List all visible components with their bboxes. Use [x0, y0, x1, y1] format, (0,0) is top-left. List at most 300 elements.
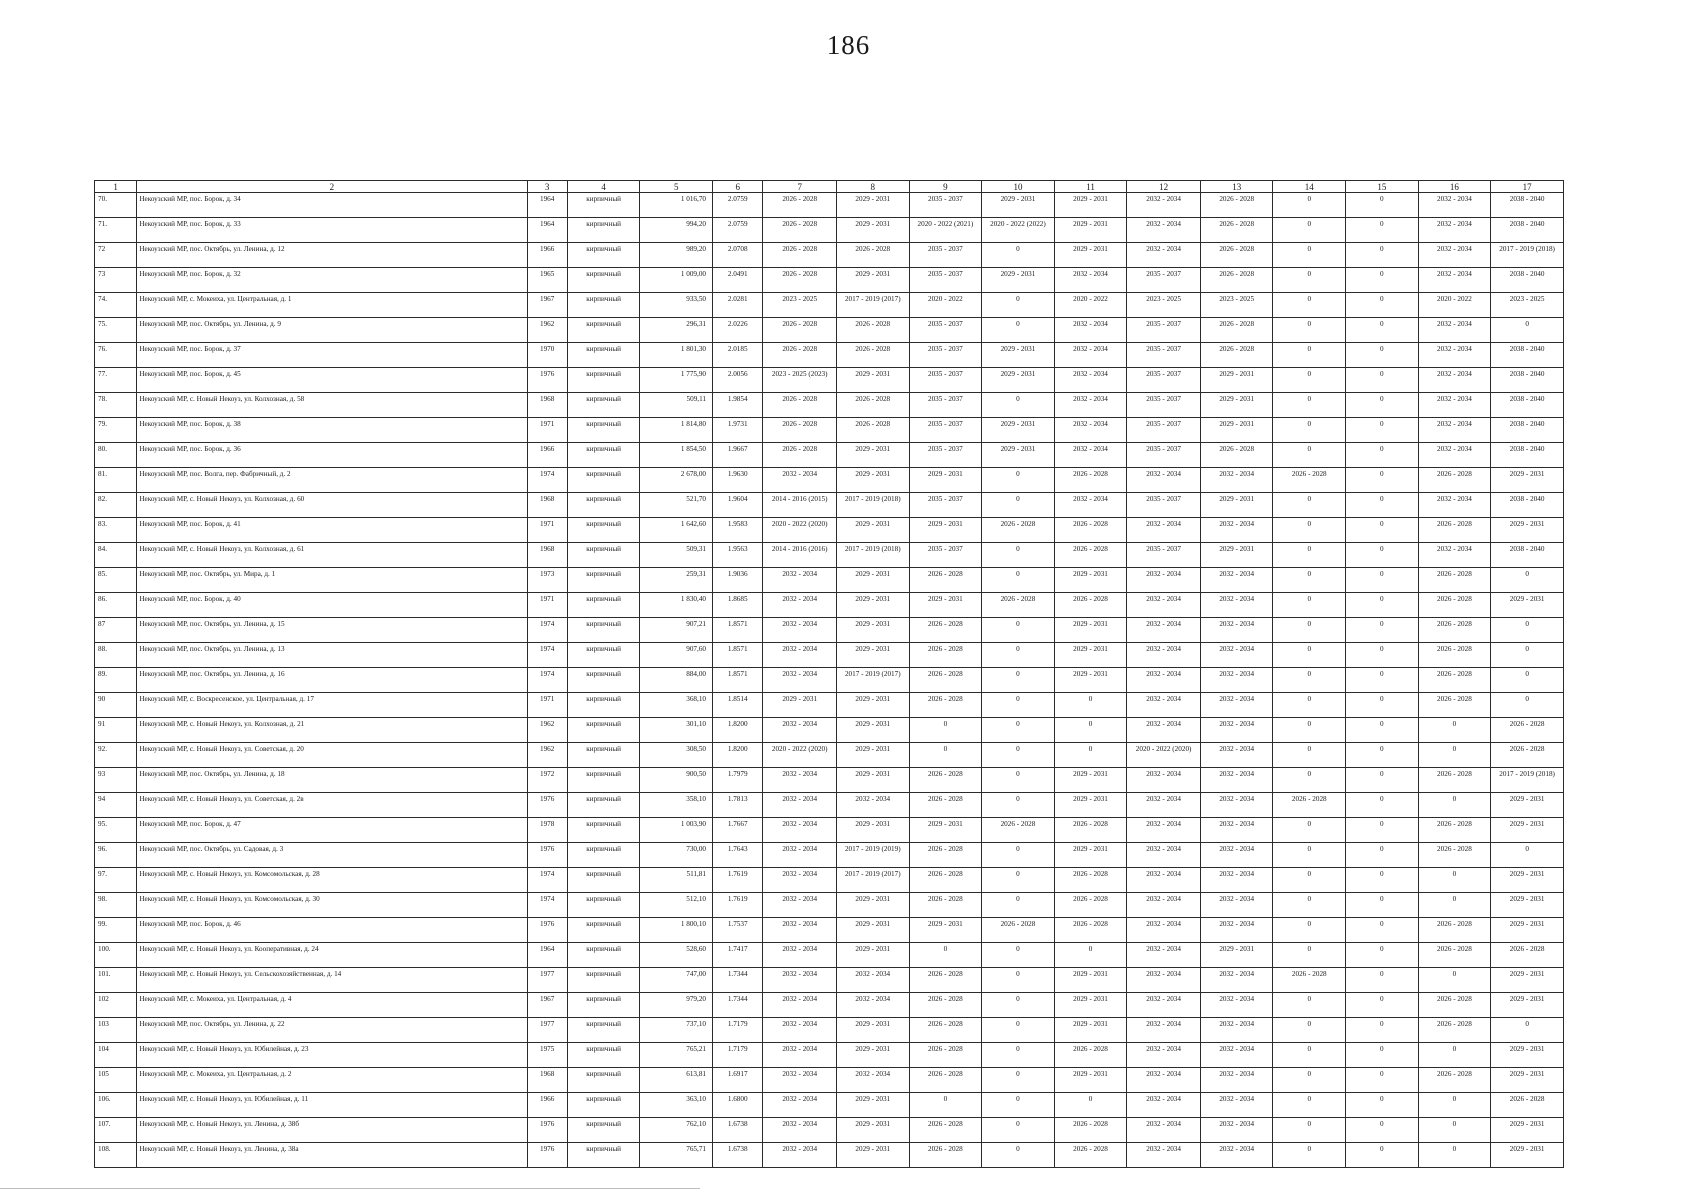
period-col-7-cell: 2032 - 2034: [763, 643, 837, 668]
period-col-9-cell: 2026 - 2028: [909, 1043, 982, 1068]
period-col-14-cell: 0: [1273, 293, 1346, 318]
period-col-15-cell: 0: [1346, 1043, 1419, 1068]
table-row: [95, 768, 1564, 793]
period-col-9-cell: 2026 - 2028: [909, 693, 982, 718]
table-row: [95, 893, 1564, 918]
period-col-10-cell: 0: [982, 293, 1055, 318]
period-col-8-cell: 2017 - 2019 (2018): [837, 543, 910, 568]
period-col-11-cell: 2029 - 2031: [1054, 643, 1127, 668]
period-col-11-cell: 2032 - 2034: [1054, 343, 1127, 368]
address-cell: Некоузский МР, с. Новый Некоуз, ул. Сельскохозяйственная, д. 14: [137, 968, 527, 993]
period-col-16-cell: 0: [1418, 718, 1491, 743]
period-col-14-cell: 0: [1273, 343, 1346, 368]
table-row: [95, 293, 1564, 318]
row-number-cell: 83.: [95, 518, 137, 543]
period-col-11-cell: 2032 - 2034: [1054, 318, 1127, 343]
period-col-14-cell: 0: [1273, 1018, 1346, 1043]
period-col-13-cell: 2032 - 2034: [1200, 868, 1273, 893]
period-col-7-cell: 2032 - 2034: [763, 918, 837, 943]
address-cell: Некоузский МР, пос. Октябрь, ул. Ленина, д. 22: [137, 1018, 527, 1043]
table-row: [95, 1043, 1564, 1068]
period-col-14-cell: 0: [1273, 318, 1346, 343]
period-col-10-cell: 0: [982, 943, 1055, 968]
table-row: [95, 443, 1564, 468]
year-built-cell: 1976: [527, 368, 567, 393]
period-col-15-cell: 0: [1346, 543, 1419, 568]
period-col-16-cell: 2032 - 2034: [1418, 218, 1491, 243]
period-col-7-cell: 2020 - 2022 (2020): [763, 743, 837, 768]
period-col-8-cell: 2029 - 2031: [837, 368, 910, 393]
row-number-cell: 74.: [95, 293, 137, 318]
period-col-14-cell: 0: [1273, 818, 1346, 843]
period-col-13-cell: 2026 - 2028: [1200, 243, 1273, 268]
address-cell: Некоузский МР, пос. Октябрь, ул. Ленина, д. 15: [137, 618, 527, 643]
period-col-17-cell: 2029 - 2031: [1491, 593, 1564, 618]
year-built-cell: 1964: [527, 943, 567, 968]
total-area-cell: 259,31: [640, 568, 713, 593]
period-col-17-cell: 2038 - 2040: [1491, 193, 1564, 218]
row-number-cell: 90: [95, 693, 137, 718]
period-col-10-cell: 0: [982, 1118, 1055, 1143]
period-col-10-cell: 2029 - 2031: [982, 268, 1055, 293]
period-col-13-cell: 2032 - 2034: [1200, 843, 1273, 868]
year-built-cell: 1962: [527, 318, 567, 343]
period-col-17-cell: 2029 - 2031: [1491, 1118, 1564, 1143]
total-area-cell: 900,50: [640, 768, 713, 793]
total-area-cell: 308,50: [640, 743, 713, 768]
period-col-9-cell: 2026 - 2028: [909, 618, 982, 643]
column-header: 11: [1054, 181, 1127, 193]
column-header: 9: [909, 181, 982, 193]
wall-material-cell: кирпичный: [567, 218, 640, 243]
period-col-15-cell: 0: [1346, 743, 1419, 768]
period-col-17-cell: 2038 - 2040: [1491, 418, 1564, 443]
priority-index-cell: 1.7643: [713, 843, 763, 868]
period-col-12-cell: 2032 - 2034: [1127, 1093, 1201, 1118]
row-number-cell: 82.: [95, 493, 137, 518]
year-built-cell: 1967: [527, 993, 567, 1018]
total-area-cell: 613,81: [640, 1068, 713, 1093]
period-col-8-cell: 2032 - 2034: [837, 993, 910, 1018]
priority-index-cell: 1.7344: [713, 968, 763, 993]
year-built-cell: 1966: [527, 443, 567, 468]
period-col-9-cell: 2035 - 2037: [909, 268, 982, 293]
period-col-15-cell: 0: [1346, 668, 1419, 693]
period-col-14-cell: 0: [1273, 643, 1346, 668]
wall-material-cell: кирпичный: [567, 1118, 640, 1143]
priority-index-cell: 1.8685: [713, 593, 763, 618]
total-area-cell: 358,10: [640, 793, 713, 818]
wall-material-cell: кирпичный: [567, 868, 640, 893]
row-number-cell: 77.: [95, 368, 137, 393]
period-col-12-cell: 2023 - 2025: [1127, 293, 1201, 318]
priority-index-cell: 1.9667: [713, 443, 763, 468]
table-row: [95, 268, 1564, 293]
period-col-13-cell: 2032 - 2034: [1200, 518, 1273, 543]
year-built-cell: 1976: [527, 843, 567, 868]
period-col-10-cell: 0: [982, 393, 1055, 418]
period-col-16-cell: 2032 - 2034: [1418, 243, 1491, 268]
period-col-8-cell: 2026 - 2028: [837, 318, 910, 343]
period-col-16-cell: 2026 - 2028: [1418, 693, 1491, 718]
table-row: [95, 218, 1564, 243]
period-col-17-cell: 2038 - 2040: [1491, 218, 1564, 243]
period-col-8-cell: 2029 - 2031: [837, 918, 910, 943]
table-row: [95, 868, 1564, 893]
period-col-14-cell: 0: [1273, 418, 1346, 443]
priority-index-cell: 2.0226: [713, 318, 763, 343]
priority-index-cell: 1.9036: [713, 568, 763, 593]
period-col-8-cell: 2029 - 2031: [837, 268, 910, 293]
period-col-16-cell: 2026 - 2028: [1418, 1018, 1491, 1043]
wall-material-cell: кирпичный: [567, 768, 640, 793]
priority-index-cell: 1.9854: [713, 393, 763, 418]
table-row: [95, 543, 1564, 568]
period-col-8-cell: 2029 - 2031: [837, 1118, 910, 1143]
period-col-15-cell: 0: [1346, 693, 1419, 718]
period-col-13-cell: 2032 - 2034: [1200, 768, 1273, 793]
priority-index-cell: 1.8200: [713, 743, 763, 768]
address-cell: Некоузский МР, пос. Октябрь, ул. Ленина, д. 18: [137, 768, 527, 793]
period-col-10-cell: 2029 - 2031: [982, 443, 1055, 468]
address-cell: Некоузский МР, с. Мокеиха, ул. Центральная, д. 2: [137, 1068, 527, 1093]
period-col-12-cell: 2035 - 2037: [1127, 368, 1201, 393]
period-col-10-cell: 0: [982, 968, 1055, 993]
period-col-11-cell: 2032 - 2034: [1054, 418, 1127, 443]
period-col-14-cell: 0: [1273, 868, 1346, 893]
period-col-12-cell: 2032 - 2034: [1127, 793, 1201, 818]
period-col-17-cell: 2029 - 2031: [1491, 918, 1564, 943]
row-number-cell: 91: [95, 718, 137, 743]
table-row: [95, 1118, 1564, 1143]
period-col-17-cell: 0: [1491, 568, 1564, 593]
period-col-13-cell: 2026 - 2028: [1200, 268, 1273, 293]
period-col-15-cell: 0: [1346, 943, 1419, 968]
period-col-14-cell: 0: [1273, 268, 1346, 293]
total-area-cell: 1 801,30: [640, 343, 713, 368]
period-col-10-cell: 0: [982, 743, 1055, 768]
period-col-12-cell: 2032 - 2034: [1127, 243, 1201, 268]
table-row: [95, 493, 1564, 518]
period-col-17-cell: 2029 - 2031: [1491, 1068, 1564, 1093]
repair-schedule-table-wrapper: [94, 180, 1564, 1168]
period-col-16-cell: 2032 - 2034: [1418, 368, 1491, 393]
period-col-15-cell: 0: [1346, 868, 1419, 893]
period-col-9-cell: 2020 - 2022 (2021): [909, 218, 982, 243]
period-col-9-cell: 2035 - 2037: [909, 193, 982, 218]
period-col-17-cell: 2038 - 2040: [1491, 543, 1564, 568]
period-col-14-cell: 0: [1273, 393, 1346, 418]
total-area-cell: 730,00: [640, 843, 713, 868]
row-number-cell: 95.: [95, 818, 137, 843]
column-header: 5: [640, 181, 713, 193]
row-number-cell: 79.: [95, 418, 137, 443]
address-cell: Некоузский МР, с. Новый Некоуз, ул. Ленина, д. 38б: [137, 1118, 527, 1143]
address-cell: Некоузский МР, пос. Борок, д. 38: [137, 418, 527, 443]
row-number-cell: 99.: [95, 918, 137, 943]
period-col-17-cell: 2029 - 2031: [1491, 993, 1564, 1018]
period-col-16-cell: 0: [1418, 868, 1491, 893]
period-col-9-cell: 0: [909, 1093, 982, 1118]
period-col-8-cell: 2017 - 2019 (2017): [837, 868, 910, 893]
period-col-9-cell: 2026 - 2028: [909, 968, 982, 993]
period-col-10-cell: 0: [982, 568, 1055, 593]
period-col-16-cell: 2026 - 2028: [1418, 1068, 1491, 1093]
total-area-cell: 765,21: [640, 1043, 713, 1068]
row-number-cell: 72: [95, 243, 137, 268]
wall-material-cell: кирпичный: [567, 668, 640, 693]
period-col-16-cell: 2020 - 2022: [1418, 293, 1491, 318]
address-cell: Некоузский МР, с. Новый Некоуз, ул. Юбилейная, д. 11: [137, 1093, 527, 1118]
priority-index-cell: 1.6917: [713, 1068, 763, 1093]
period-col-8-cell: 2029 - 2031: [837, 768, 910, 793]
year-built-cell: 1973: [527, 568, 567, 593]
table-row: [95, 643, 1564, 668]
column-header: 2: [137, 181, 527, 193]
total-area-cell: 907,60: [640, 643, 713, 668]
period-col-16-cell: 2032 - 2034: [1418, 268, 1491, 293]
table-row: [95, 993, 1564, 1018]
period-col-12-cell: 2032 - 2034: [1127, 668, 1201, 693]
period-col-14-cell: 0: [1273, 1093, 1346, 1118]
period-col-7-cell: 2032 - 2034: [763, 668, 837, 693]
period-col-10-cell: 2029 - 2031: [982, 193, 1055, 218]
period-col-11-cell: 2026 - 2028: [1054, 543, 1127, 568]
address-cell: Некоузский МР, с. Новый Некоуз, ул. Колхозная, д. 21: [137, 718, 527, 743]
period-col-10-cell: 0: [982, 1043, 1055, 1068]
table-row: [95, 843, 1564, 868]
period-col-8-cell: 2029 - 2031: [837, 1043, 910, 1068]
year-built-cell: 1968: [527, 393, 567, 418]
period-col-12-cell: 2032 - 2034: [1127, 693, 1201, 718]
period-col-15-cell: 0: [1346, 218, 1419, 243]
period-col-15-cell: 0: [1346, 318, 1419, 343]
period-col-9-cell: 2020 - 2022: [909, 293, 982, 318]
total-area-cell: 765,71: [640, 1143, 713, 1168]
period-col-11-cell: 2026 - 2028: [1054, 918, 1127, 943]
period-col-14-cell: 0: [1273, 368, 1346, 393]
period-col-17-cell: 2029 - 2031: [1491, 518, 1564, 543]
period-col-12-cell: 2032 - 2034: [1127, 718, 1201, 743]
period-col-15-cell: 0: [1346, 618, 1419, 643]
address-cell: Некоузский МР, с. Новый Некоуз, ул. Кооперативная, д. 24: [137, 943, 527, 968]
year-built-cell: 1968: [527, 493, 567, 518]
period-col-17-cell: 2026 - 2028: [1491, 1093, 1564, 1118]
period-col-11-cell: 2032 - 2034: [1054, 493, 1127, 518]
period-col-14-cell: 2026 - 2028: [1273, 968, 1346, 993]
total-area-cell: 762,10: [640, 1118, 713, 1143]
column-header: 15: [1346, 181, 1419, 193]
wall-material-cell: кирпичный: [567, 493, 640, 518]
period-col-11-cell: 2029 - 2031: [1054, 843, 1127, 868]
period-col-16-cell: 0: [1418, 968, 1491, 993]
period-col-10-cell: 0: [982, 893, 1055, 918]
wall-material-cell: кирпичный: [567, 443, 640, 468]
period-col-13-cell: 2032 - 2034: [1200, 1068, 1273, 1093]
period-col-7-cell: 2014 - 2016 (2015): [763, 493, 837, 518]
address-cell: Некоузский МР, с. Новый Некоуз, ул. Колхозная, д. 60: [137, 493, 527, 518]
row-number-cell: 76.: [95, 343, 137, 368]
column-header: 12: [1127, 181, 1201, 193]
year-built-cell: 1967: [527, 293, 567, 318]
year-built-cell: 1964: [527, 218, 567, 243]
period-col-15-cell: 0: [1346, 643, 1419, 668]
period-col-15-cell: 0: [1346, 1143, 1419, 1168]
period-col-9-cell: 2026 - 2028: [909, 1068, 982, 1093]
table-row: [95, 393, 1564, 418]
period-col-14-cell: 0: [1273, 193, 1346, 218]
period-col-9-cell: 2026 - 2028: [909, 1018, 982, 1043]
period-col-12-cell: 2035 - 2037: [1127, 493, 1201, 518]
row-number-cell: 101.: [95, 968, 137, 993]
period-col-13-cell: 2032 - 2034: [1200, 1143, 1273, 1168]
period-col-13-cell: 2026 - 2028: [1200, 443, 1273, 468]
period-col-15-cell: 0: [1346, 418, 1419, 443]
period-col-12-cell: 2032 - 2034: [1127, 1018, 1201, 1043]
period-col-13-cell: 2026 - 2028: [1200, 193, 1273, 218]
year-built-cell: 1976: [527, 793, 567, 818]
total-area-cell: 907,21: [640, 618, 713, 643]
period-col-10-cell: 0: [982, 618, 1055, 643]
year-built-cell: 1964: [527, 193, 567, 218]
period-col-13-cell: 2032 - 2034: [1200, 893, 1273, 918]
row-number-cell: 85.: [95, 568, 137, 593]
row-number-cell: 73: [95, 268, 137, 293]
priority-index-cell: 1.9563: [713, 543, 763, 568]
year-built-cell: 1978: [527, 818, 567, 843]
table-row: [95, 1068, 1564, 1093]
wall-material-cell: кирпичный: [567, 993, 640, 1018]
period-col-10-cell: 0: [982, 543, 1055, 568]
period-col-7-cell: 2026 - 2028: [763, 393, 837, 418]
table-row: [95, 743, 1564, 768]
period-col-14-cell: 0: [1273, 543, 1346, 568]
total-area-cell: 511,81: [640, 868, 713, 893]
period-col-11-cell: 2026 - 2028: [1054, 893, 1127, 918]
wall-material-cell: кирпичный: [567, 693, 640, 718]
priority-index-cell: 1.7619: [713, 868, 763, 893]
year-built-cell: 1976: [527, 1143, 567, 1168]
year-built-cell: 1966: [527, 1093, 567, 1118]
period-col-14-cell: 0: [1273, 1143, 1346, 1168]
address-cell: Некоузский МР, с. Мокеиха, ул. Центральная, д. 1: [137, 293, 527, 318]
total-area-cell: 979,20: [640, 993, 713, 1018]
address-cell: Некоузский МР, пос. Октябрь, ул. Ленина, д. 12: [137, 243, 527, 268]
period-col-14-cell: 0: [1273, 1068, 1346, 1093]
year-built-cell: 1966: [527, 243, 567, 268]
period-col-13-cell: 2032 - 2034: [1200, 593, 1273, 618]
address-cell: Некоузский МР, пос. Борок, д. 40: [137, 593, 527, 618]
period-col-10-cell: 0: [982, 718, 1055, 743]
year-built-cell: 1971: [527, 418, 567, 443]
table-row: [95, 593, 1564, 618]
year-built-cell: 1971: [527, 518, 567, 543]
scan-artifact-line: [0, 1188, 700, 1189]
period-col-17-cell: 2017 - 2019 (2018): [1491, 768, 1564, 793]
period-col-9-cell: 2035 - 2037: [909, 543, 982, 568]
table-body: [95, 193, 1564, 1168]
period-col-15-cell: 0: [1346, 518, 1419, 543]
period-col-8-cell: 2029 - 2031: [837, 568, 910, 593]
year-built-cell: 1962: [527, 743, 567, 768]
period-col-13-cell: 2029 - 2031: [1200, 493, 1273, 518]
total-area-cell: 509,11: [640, 393, 713, 418]
period-col-14-cell: 0: [1273, 218, 1346, 243]
row-number-cell: 96.: [95, 843, 137, 868]
period-col-14-cell: 0: [1273, 743, 1346, 768]
period-col-7-cell: 2020 - 2022 (2020): [763, 518, 837, 543]
period-col-17-cell: 2029 - 2031: [1491, 968, 1564, 993]
table-row: [95, 518, 1564, 543]
period-col-15-cell: 0: [1346, 893, 1419, 918]
row-number-cell: 92.: [95, 743, 137, 768]
period-col-14-cell: 0: [1273, 518, 1346, 543]
wall-material-cell: кирпичный: [567, 243, 640, 268]
period-col-17-cell: 2029 - 2031: [1491, 468, 1564, 493]
period-col-16-cell: 2032 - 2034: [1418, 493, 1491, 518]
wall-material-cell: кирпичный: [567, 518, 640, 543]
wall-material-cell: кирпичный: [567, 818, 640, 843]
priority-index-cell: 1.9731: [713, 418, 763, 443]
period-col-14-cell: 0: [1273, 668, 1346, 693]
wall-material-cell: кирпичный: [567, 1093, 640, 1118]
period-col-17-cell: 2029 - 2031: [1491, 1143, 1564, 1168]
period-col-13-cell: 2032 - 2034: [1200, 618, 1273, 643]
period-col-12-cell: 2032 - 2034: [1127, 868, 1201, 893]
period-col-12-cell: 2032 - 2034: [1127, 843, 1201, 868]
period-col-13-cell: 2032 - 2034: [1200, 668, 1273, 693]
period-col-11-cell: 2026 - 2028: [1054, 1118, 1127, 1143]
repair-schedule-table: [94, 180, 1564, 1168]
row-number-cell: 100.: [95, 943, 137, 968]
total-area-cell: 1 642,60: [640, 518, 713, 543]
period-col-11-cell: 2020 - 2022: [1054, 293, 1127, 318]
table-row: [95, 468, 1564, 493]
table-row: [95, 1143, 1564, 1168]
period-col-10-cell: 0: [982, 693, 1055, 718]
priority-index-cell: 1.9583: [713, 518, 763, 543]
total-area-cell: 994,20: [640, 218, 713, 243]
period-col-9-cell: 2026 - 2028: [909, 1143, 982, 1168]
period-col-14-cell: 0: [1273, 593, 1346, 618]
period-col-12-cell: 2020 - 2022 (2020): [1127, 743, 1201, 768]
period-col-10-cell: 0: [982, 318, 1055, 343]
period-col-16-cell: 2032 - 2034: [1418, 318, 1491, 343]
period-col-17-cell: 2029 - 2031: [1491, 793, 1564, 818]
row-number-cell: 75.: [95, 318, 137, 343]
period-col-9-cell: 2029 - 2031: [909, 818, 982, 843]
year-built-cell: 1975: [527, 1043, 567, 1068]
period-col-16-cell: 2032 - 2034: [1418, 418, 1491, 443]
period-col-7-cell: 2023 - 2025: [763, 293, 837, 318]
table-row: [95, 243, 1564, 268]
total-area-cell: 521,70: [640, 493, 713, 518]
wall-material-cell: кирпичный: [567, 1018, 640, 1043]
year-built-cell: 1974: [527, 468, 567, 493]
period-col-11-cell: 0: [1054, 718, 1127, 743]
period-col-14-cell: 2026 - 2028: [1273, 793, 1346, 818]
row-number-cell: 98.: [95, 893, 137, 918]
period-col-9-cell: 0: [909, 718, 982, 743]
priority-index-cell: 2.0281: [713, 293, 763, 318]
priority-index-cell: 1.9630: [713, 468, 763, 493]
wall-material-cell: кирпичный: [567, 318, 640, 343]
priority-index-cell: 1.7979: [713, 768, 763, 793]
total-area-cell: 296,31: [640, 318, 713, 343]
wall-material-cell: кирпичный: [567, 1068, 640, 1093]
wall-material-cell: кирпичный: [567, 968, 640, 993]
period-col-8-cell: 2032 - 2034: [837, 968, 910, 993]
